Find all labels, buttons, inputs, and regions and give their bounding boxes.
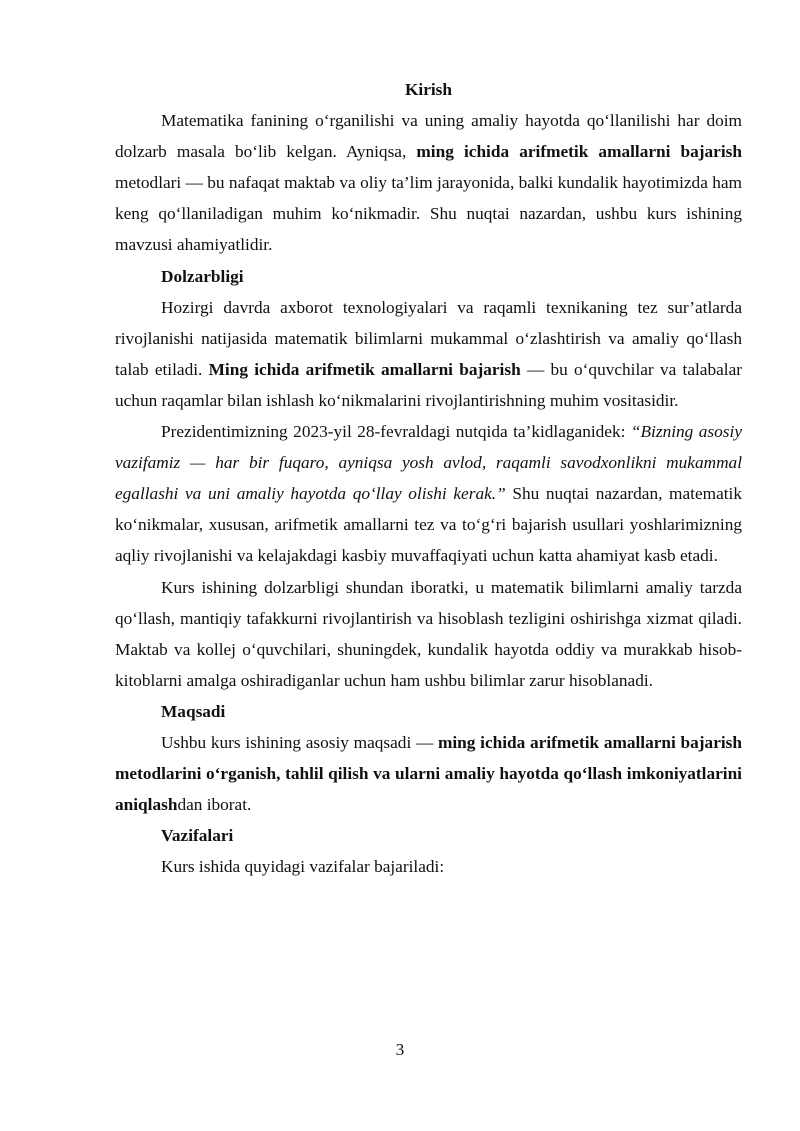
goal-text-2: dan iborat. bbox=[177, 795, 252, 815]
intro-bold-1: ming ichida arifmetik amallarni bajarish bbox=[416, 142, 742, 162]
goal-paragraph bbox=[115, 727, 742, 820]
tasks-paragraph: Kurs ishida quyidagi vazifalar bajariladi: bbox=[161, 857, 445, 877]
goal-text-1: Ushbu kurs ishining asosiy maqsadi — bbox=[161, 732, 438, 752]
page-number: 3 bbox=[395, 1040, 405, 1059]
goal-heading: Maqsadi bbox=[161, 701, 226, 721]
relevance-p2-text-1: Prezidentimizning 2023-yil 28-fevraldagi nutqida ta’kidlaganidek: bbox=[161, 422, 631, 442]
relevance-paragraph-2 bbox=[115, 416, 742, 571]
relevance-paragraph-3: Kurs ishining dolzarbligi shundan iboratki, u matematik bilimlarni amaliy tarzda qo‘llash, mantiqiy tafakkurni rivojlantirish va hisoblash tezligini oshirishga xizmat qiladi. Maktab va kollej o‘quvchilari, shuningdek, kundalik hayotda oddiy va murakkab hisob-kitoblarni amalga oshiradiganlar uchun ham ushbu bilimlar zarur hisoblanadi. bbox=[115, 577, 742, 690]
relevance-p1-text-2: — bu o‘quvchilar va talabalar uchun raqamlar bilan ishlash ko‘nikmalarini rivojlantirishning muhim vositasidir. bbox=[115, 359, 742, 410]
goal-bold-1: ming ichida arifmetik amallarni bajarish metodlarini o‘rganish, tahlil qilish va ularni amaliy hayotda qo‘llash imkoniyatlarini aniqlash bbox=[115, 732, 743, 815]
relevance-p2-text-2: Shu nuqtai nazardan, matematik ko‘nikmalar, xususan, arifmetik amallarni tez va to‘g‘ri bajarish usullari yoshlarimizning aqliy rivojlanishi va kelajakdagi kasbiy muvaffaqiyati uchun katta ahamiyat kasb etadi. bbox=[115, 484, 742, 566]
relevance-p2-quote: “Bizning asosiy vazifamiz — har bir fuqaro, ayniqsa yosh avlod, raqamli savodxonlikni mukammal egallashi va uni amaliy hayotda qo‘llay olishi kerak.” bbox=[115, 422, 742, 504]
document-page bbox=[115, 74, 742, 882]
section-title: Kirish bbox=[404, 80, 453, 99]
tasks-heading: Vazifalari bbox=[161, 826, 234, 846]
relevance-heading: Dolzarbligi bbox=[161, 266, 244, 286]
intro-text-2: metodlari — bu nafaqat maktab va oliy ta’lim jarayonida, balki kundalik hayotimizda ham keng qo‘llaniladigan muhim ko‘nikmadir. Shu nuqtai nazardan, ushbu kurs ishining mavzusi ahamiyatlidir. bbox=[115, 173, 742, 255]
relevance-p1-bold-1: Ming ichida arifmetik amallarni bajarish bbox=[208, 359, 521, 379]
relevance-p1-text-1: Hozirgi davrda axborot texnologiyalari va raqamli texnikaning tez sur’atlarda rivojlanishi natijasida matematik bilimlarni mukammal o‘zlashtirish va amaliy qo‘llash talab etiladi. bbox=[115, 297, 742, 379]
relevance-paragraph-1 bbox=[115, 292, 742, 416]
intro-paragraph bbox=[115, 105, 742, 260]
intro-text-1: Matematika fanining o‘rganilishi va uning amaliy hayotda qo‘llanilishi har doim dolzarb masala bo‘lib kelgan. Ayniqsa, bbox=[115, 111, 742, 162]
